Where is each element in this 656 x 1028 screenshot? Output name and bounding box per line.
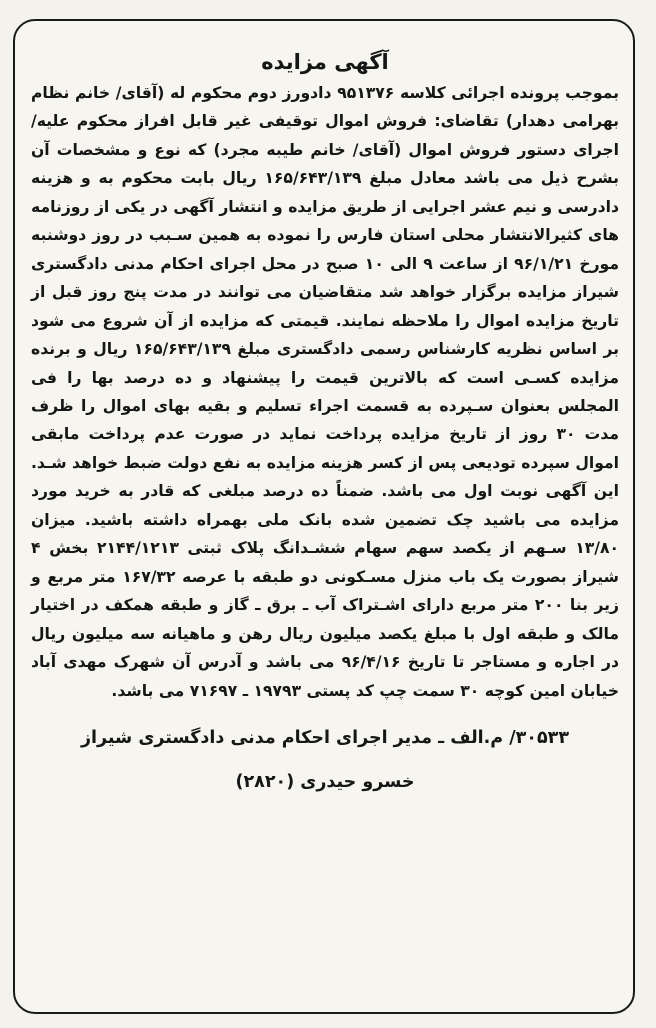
notice-signature-line: ۳۰۵۳۳/ م.الف ـ مدیر اجرای احکام مدنی دادگستری شیراز bbox=[80, 727, 570, 748]
notice-title: آگهی مزایده bbox=[261, 50, 389, 74]
notice-content bbox=[31, 47, 619, 797]
notice-body: بموجب پرونده اجرائی کلاسه ۹۵۱۳۷۶ دادورز دوم محکوم له (آقای/ خانم نظام بهرامی دهدار) تقاضای: فروش اموال توقیفی غیر قابل افراز محکوم علیه/ اجرای دستور فروش اموال (آقای/ خانم طیبه مجرد) که نوع و مشخصات آن بشرح ذیل می باشد معادل مبلغ ۱۶۵/۶۴۳/۱۳۹ ریال بابت محکوم به و هزینه دادرسی و نیم عشر اجرایی از طریق مزایده و انتشار آگهی در یکی از روزنامه های کثیرالانتشار محلی استان فارس را نموده به همین سـبب در روز دوشنبه مورخ ۹۶/۱/۲۱ از ساعت ۹ الی ۱۰ صبح در محل اجرای احکام مدنی دادگستری شیراز مزایده برگزار خواهد شد متقاضیان می توانند در مدت پنج روز قبل از تاریخ مزایده اموال را ملاحظه نمایند. قیمتی که مزایده از آن شروع می شود بر اساس نظریه کارشناس رسمی دادگستری مبلغ ۱۶۵/۶۴۳/۱۳۹ ریال و برنده مزایده کسـی است که بالاترین قیمت را پیشنهاد و ده درصد بها را فی المجلس بعنوان سـپرده به قسمت اجراء تسلیم و بقیه بهای اموال را ظرف مدت ۳۰ روز از تاریخ مزایده پرداخت نماید در صورت عدم پرداخت مابقی اموال سپرده تودیعی پس از کسر هزینه مزایده به نفع دولت ضبط خواهد شـد. این آگهی نوبت اول می باشد. ضمناً ده درصد مبلغی که قادر به خرید مورد مزایده می باشید چک تضمین شده بانک ملی بهمراه داشته باشید. میزان ۱۳/۸۰ سـهم از یکصد سهم سهام ششـدانگ پلاک ثبتی ۲۱۴۴/۱۲۱۳ بخش ۴ شیراز بصورت یک باب منزل مسـکونی دو طبقه با عرصه ۱۶۷/۳۲ متر مربع و زیر بنا ۲۰۰ متر مربع دارای اشـتراک آب ـ برق ـ گاز و طبقه همکف در اختیار مالک و طبقه اول با مبلغ یکصد میلیون ریال رهن و ماهیانه سه میلیون ریال در اجاره و مستاجر تا تاریخ ۹۶/۴/۱۶ می باشد و آدرس آن شهرک مهدی آباد خیابان امین کوچه ۳۰ سمت چپ کد پستی ۱۹۷۹۳ ـ ۷۱۶۹۷ می باشد. bbox=[31, 84, 620, 700]
notice-frame bbox=[13, 19, 635, 1014]
notice-signer-name: خسرو حیدری (۲۸۲۰) bbox=[235, 771, 415, 792]
